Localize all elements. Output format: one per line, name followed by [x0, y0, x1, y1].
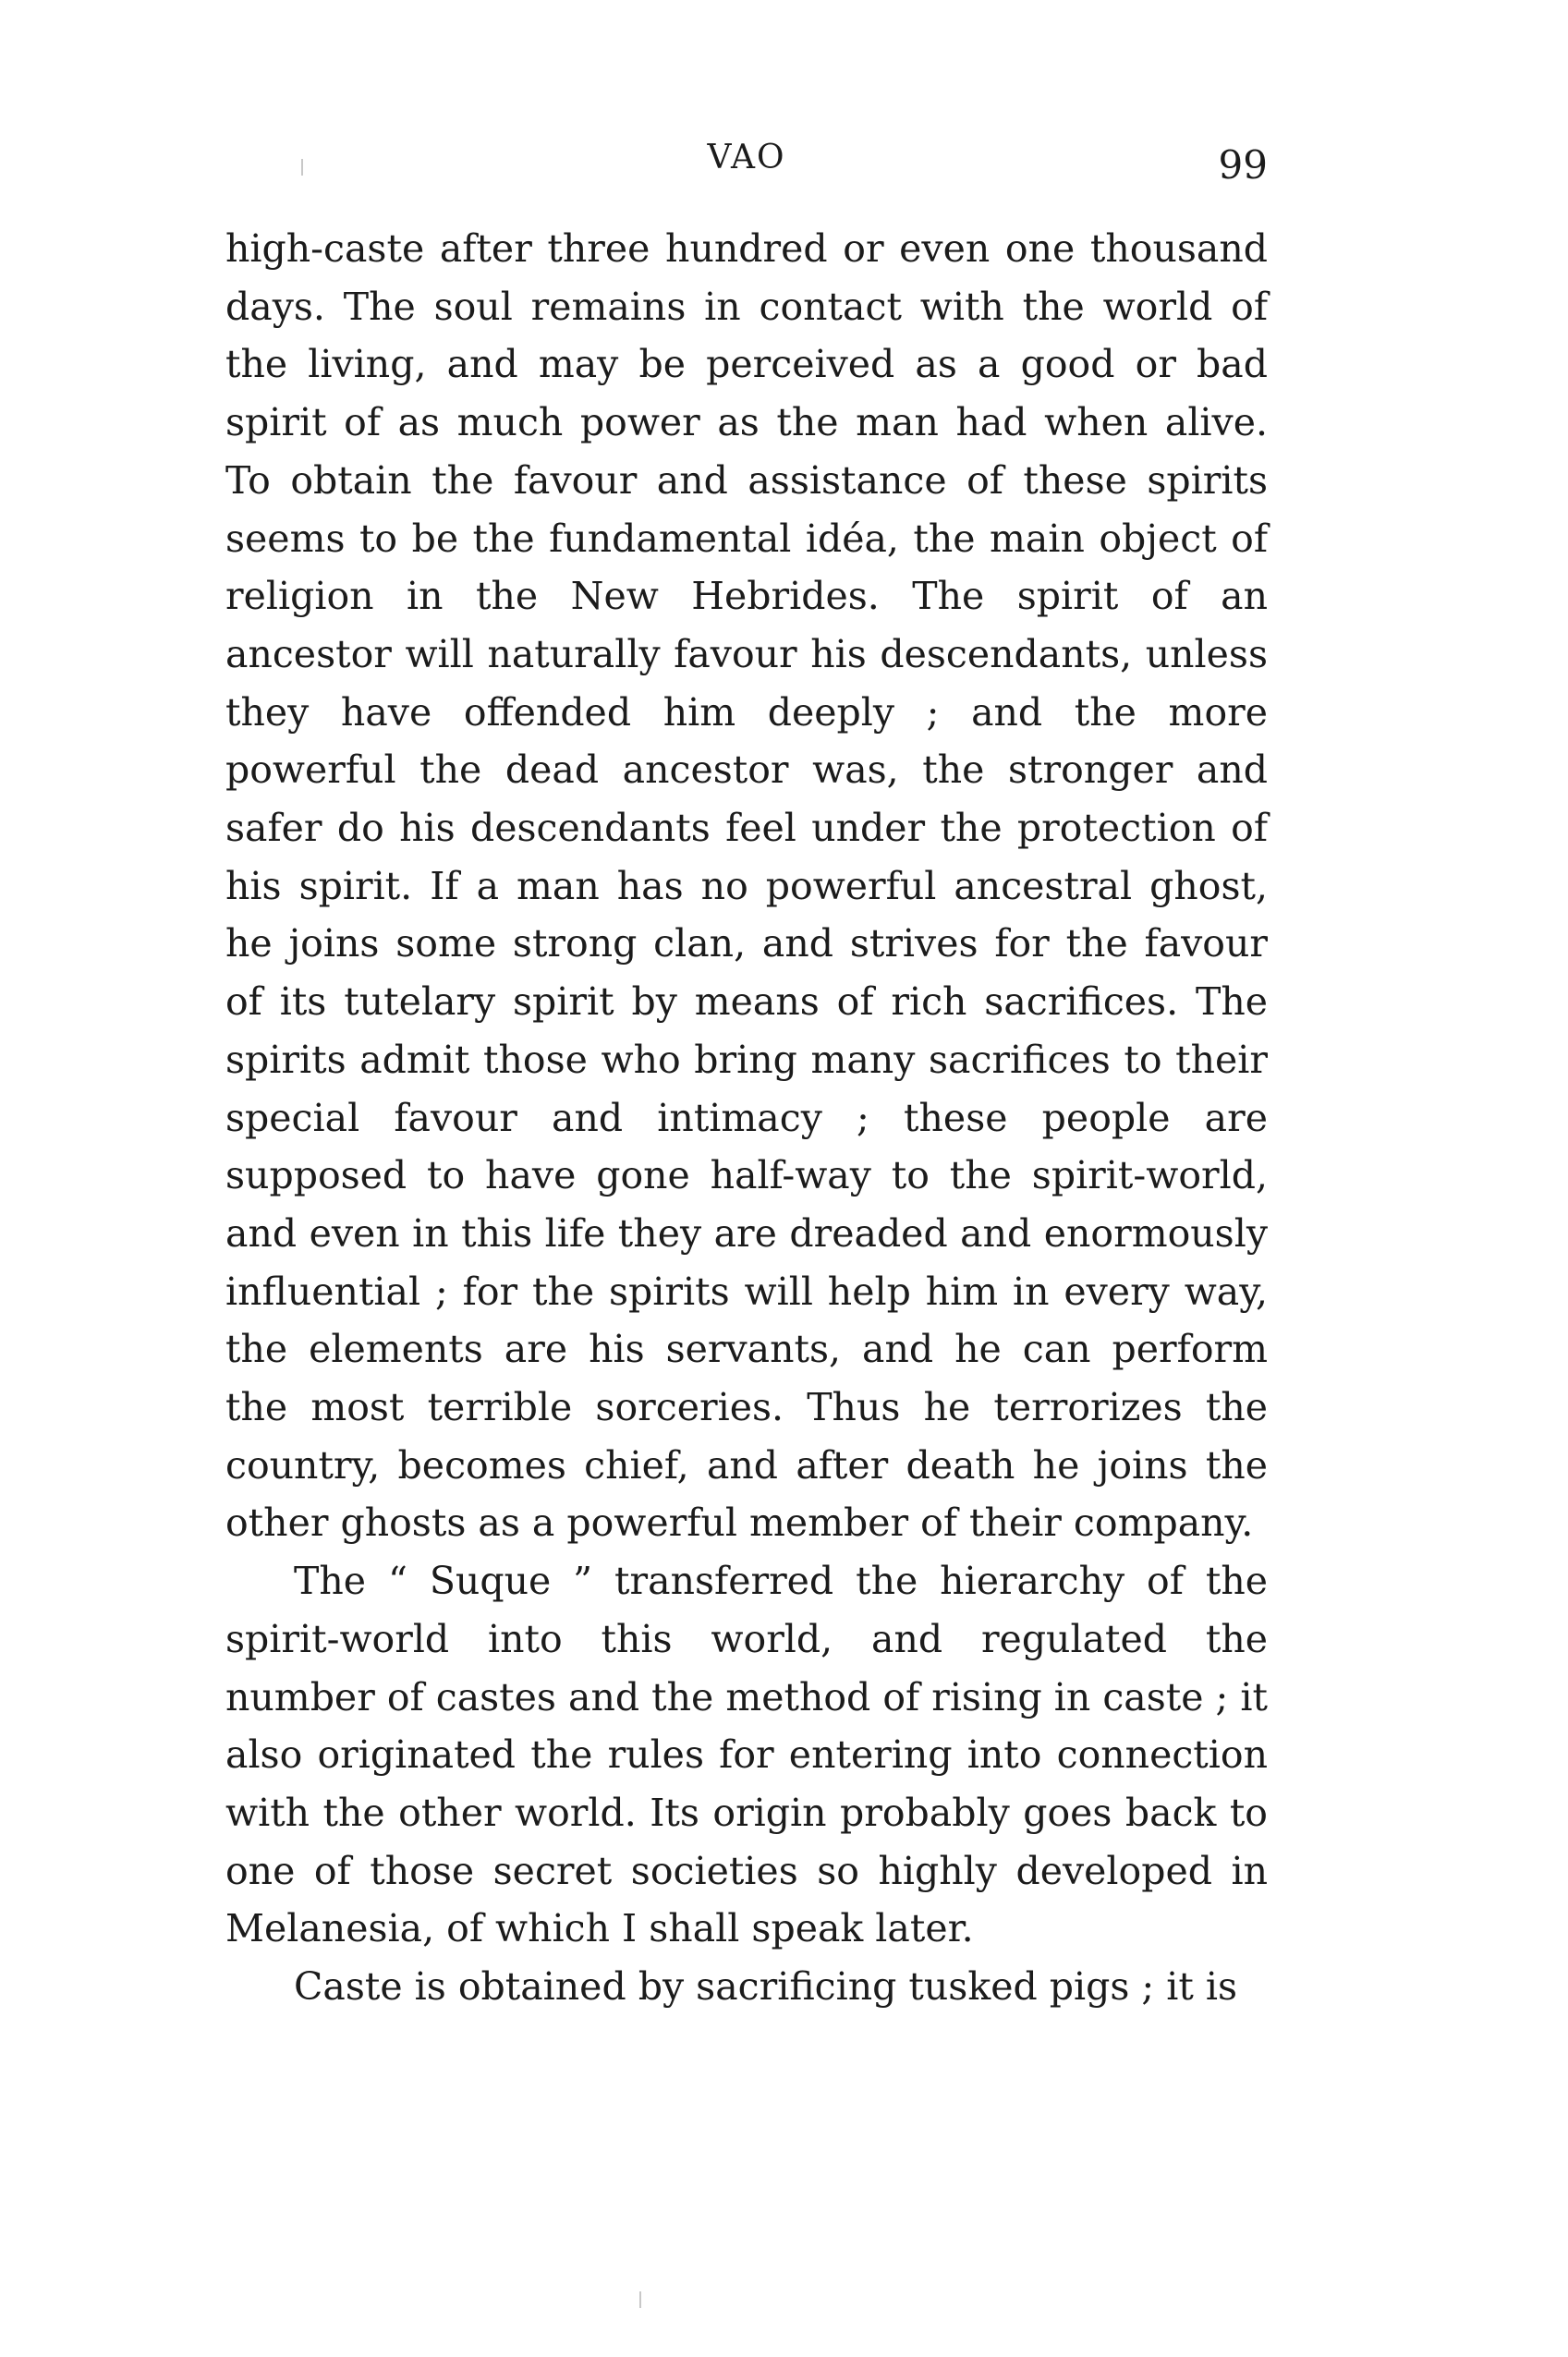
body-text [225, 220, 1268, 2016]
running-head [225, 139, 1268, 194]
paragraph: The “ Suque ” transferred the hierarchy of the spirit-world into this world, and regulated the number of castes and the method of rising in caste ; it also originated the rules for entering into connection with the other world. Its origin probably goes back to one of those secret societies so highly developed in Melanesia, of which I shall speak later. [225, 1559, 1268, 1951]
page-number: 99 [1218, 142, 1268, 188]
paragraph: Caste is obtained by sacrificing tusked pigs ; it is [294, 1964, 1238, 2010]
running-title: VAO [707, 139, 786, 176]
paragraph: high-caste after three hundred or even one thousand days. The soul remains in contact with the world of the living, and may be perceived as a good or bad spirit of as much power as the man had when alive. To obtain the favour and assistance of these spirits seems to be the fundamental idéa, the main object of religion in the New Hebrides. The spirit of an ancestor will naturally favour his descendants, unless they have offended him deeply ; and the more powerful the dead ancestor was, the stronger and safer do his descendants feel under the protection of his spirit. If a man has no powerful ancestral ghost, he joins some strong clan, and strives for the favour of its tutelary spirit by means of rich sacrifices. The spirits admit those who bring many sacrifices to their special favour and intimacy ; these people are supposed to have gone half-way to the spirit-world, and even in this life they are dreaded and enormously influential ; for the spirits will help him in every way, the elements are his servants, and he can perform the most terrible sorceries. Thus he terrorizes the country, becomes chief, and after death he joins the other ghosts as a powerful member of their company. [225, 226, 1268, 1546]
margin-speck [639, 2291, 641, 2308]
